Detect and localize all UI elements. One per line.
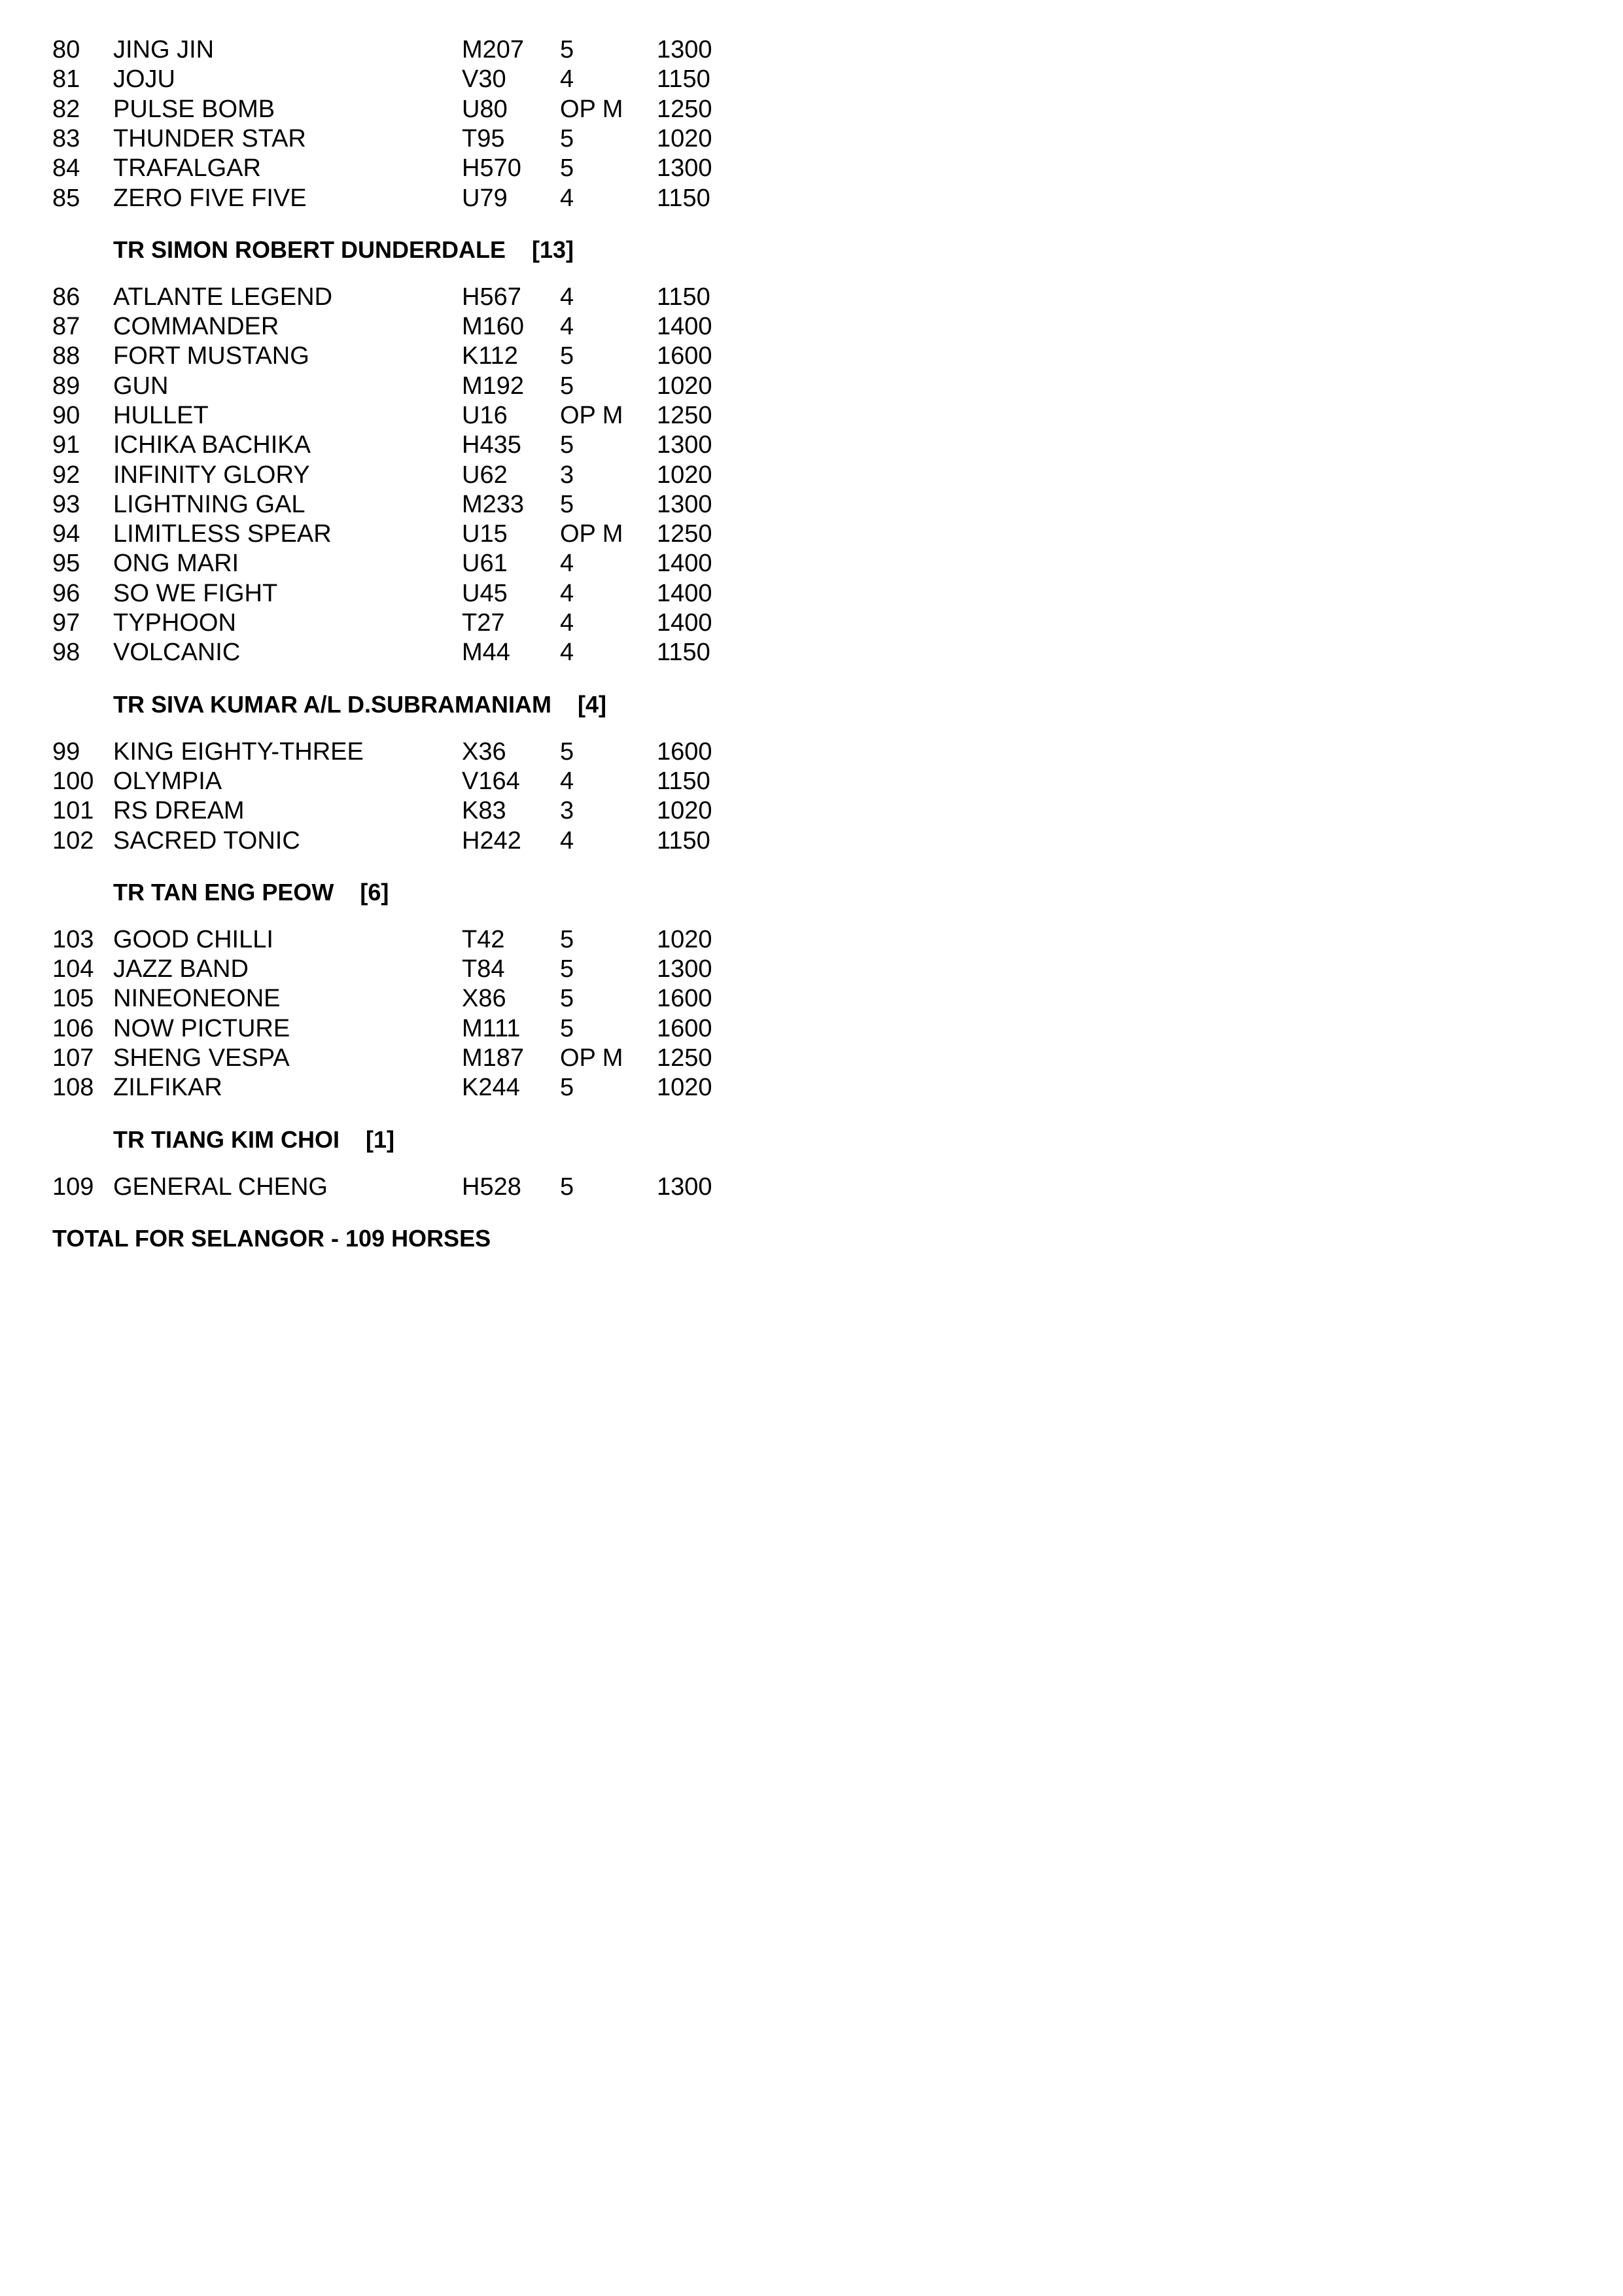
horse-number: 107: [52, 1044, 94, 1072]
horse-class: 5: [560, 491, 574, 518]
horse-row: [0, 489, 785, 520]
horse-row: [0, 1072, 785, 1103]
horse-rating: 1020: [657, 926, 712, 953]
horse-class: 5: [560, 154, 574, 182]
horse-row: [0, 608, 785, 638]
horse-class: 5: [560, 955, 574, 983]
horse-code: X36: [462, 738, 506, 766]
horse-code: K112: [462, 342, 518, 370]
horse-row: [0, 796, 785, 826]
horse-class: 4: [560, 313, 574, 340]
horse-code: V30: [462, 65, 506, 93]
horse-number: 106: [52, 1015, 94, 1042]
horse-name: ICHIKA BACHIKA: [113, 431, 311, 459]
horse-class: 4: [560, 550, 574, 577]
horse-row: [0, 737, 785, 767]
trainer-horse-count: [4]: [577, 690, 606, 718]
horse-row: [0, 430, 785, 460]
horse-rating: 1300: [657, 431, 712, 459]
horse-row: [0, 460, 785, 490]
trainer-horse-count: [1]: [365, 1125, 394, 1153]
horse-class: 4: [560, 827, 574, 855]
horse-class: OP M: [560, 1044, 623, 1072]
horse-row: [0, 766, 785, 796]
horse-number: 87: [52, 313, 80, 340]
horse-number: 84: [52, 154, 80, 182]
trainer-horse-count: [13]: [532, 236, 574, 263]
horse-code: U80: [462, 96, 508, 123]
horse-name: ZILFIKAR: [113, 1074, 222, 1101]
horse-number: 80: [52, 36, 80, 63]
horse-class: 4: [560, 768, 574, 795]
horse-number: 100: [52, 768, 94, 795]
horse-code: T84: [462, 955, 505, 983]
horse-row: [0, 183, 785, 213]
horse-class: OP M: [560, 96, 623, 123]
horse-code: H567: [462, 283, 521, 311]
horse-number: 104: [52, 955, 94, 983]
horse-rating: 1400: [657, 550, 712, 577]
horse-rating: 1020: [657, 372, 712, 400]
horse-name: OLYMPIA: [113, 768, 222, 795]
horse-number: 83: [52, 125, 80, 152]
trainer-name: TR TAN ENG PEOW: [113, 878, 334, 906]
horse-number: 86: [52, 283, 80, 311]
horse-class: 5: [560, 926, 574, 953]
horse-rating: 1150: [657, 283, 710, 311]
horse-class: 5: [560, 342, 574, 370]
horse-number: 98: [52, 639, 80, 666]
horse-number: 99: [52, 738, 80, 766]
horse-rating: 1150: [657, 639, 710, 666]
horse-row: [0, 637, 785, 667]
horse-code: T27: [462, 609, 505, 637]
horse-name: ZERO FIVE FIVE: [113, 185, 307, 212]
horse-rating: 1600: [657, 985, 712, 1012]
horse-class: 5: [560, 1015, 574, 1042]
horse-name: ATLANTE LEGEND: [113, 283, 333, 311]
trainer-heading: [113, 877, 389, 908]
horse-rating: 1150: [657, 827, 710, 855]
horse-code: V164: [462, 768, 520, 795]
horse-number: 85: [52, 185, 80, 212]
horse-number: 108: [52, 1074, 94, 1101]
horse-number: 90: [52, 402, 80, 429]
horse-class: 4: [560, 639, 574, 666]
horse-rating: 1300: [657, 955, 712, 983]
horse-code: U45: [462, 580, 508, 607]
horse-code: K244: [462, 1074, 520, 1101]
horse-rating: 1020: [657, 125, 712, 152]
horse-number: 103: [52, 926, 94, 953]
horse-name: VOLCANIC: [113, 639, 241, 666]
horse-rating: 1400: [657, 580, 712, 607]
horse-code: M207: [462, 36, 525, 63]
horse-number: 94: [52, 520, 80, 548]
total-line: TOTAL FOR SELANGOR - 109 HORSES: [52, 1225, 491, 1252]
trainer-heading: [113, 235, 574, 265]
horse-row: [0, 400, 785, 431]
horse-code: U79: [462, 185, 508, 212]
horse-rating: 1020: [657, 797, 712, 824]
horse-name: NOW PICTURE: [113, 1015, 290, 1042]
horse-class: OP M: [560, 520, 623, 548]
horse-code: U15: [462, 520, 508, 548]
horse-code: U61: [462, 550, 508, 577]
horse-rating: 1300: [657, 36, 712, 63]
horse-rating: 1020: [657, 1074, 712, 1101]
horse-code: M160: [462, 313, 525, 340]
horse-name: THUNDER STAR: [113, 125, 306, 152]
horse-row: [0, 578, 785, 609]
horse-rating: 1150: [657, 768, 710, 795]
horse-class: 4: [560, 609, 574, 637]
horse-code: U62: [462, 461, 508, 489]
horse-code: H528: [462, 1173, 521, 1201]
horse-name: RS DREAM: [113, 797, 245, 824]
trainer-name: TR SIMON ROBERT DUNDERDALE: [113, 236, 506, 263]
horse-name: SACRED TONIC: [113, 827, 300, 855]
horse-number: 88: [52, 342, 80, 370]
horse-class: 5: [560, 125, 574, 152]
horse-class: 3: [560, 461, 574, 489]
horse-class: OP M: [560, 402, 623, 429]
horse-class: 4: [560, 283, 574, 311]
horse-code: H242: [462, 827, 521, 855]
horse-rating: 1300: [657, 154, 712, 182]
horse-number: 97: [52, 609, 80, 637]
horse-row: [0, 983, 785, 1014]
horse-row: [0, 826, 785, 856]
horse-class: 5: [560, 36, 574, 63]
trainer-horse-count: [6]: [360, 878, 389, 906]
horse-code: H570: [462, 154, 521, 182]
horse-code: M233: [462, 491, 525, 518]
horse-code: U16: [462, 402, 508, 429]
horse-row: [0, 35, 785, 65]
horse-name: JAZZ BAND: [113, 955, 249, 983]
horse-code: H435: [462, 431, 521, 459]
horse-name: GENERAL CHENG: [113, 1173, 328, 1201]
horse-rating: 1150: [657, 185, 710, 212]
horse-row: [0, 341, 785, 371]
horse-name: PULSE BOMB: [113, 96, 275, 123]
horse-rating: 1600: [657, 738, 712, 766]
horse-rating: 1250: [657, 96, 712, 123]
horse-code: K83: [462, 797, 506, 824]
horse-name: GOOD CHILLI: [113, 926, 273, 953]
horse-code: M44: [462, 639, 510, 666]
trainer-name: TR SIVA KUMAR A/L D.SUBRAMANIAM: [113, 690, 551, 718]
horse-rating: 1300: [657, 1173, 712, 1201]
horse-row: [0, 153, 785, 183]
horse-name: LIGHTNING GAL: [113, 491, 305, 518]
horse-row: [0, 94, 785, 124]
horse-name: SO WE FIGHT: [113, 580, 278, 607]
horse-name: TRAFALGAR: [113, 154, 261, 182]
horse-number: 101: [52, 797, 94, 824]
horse-rating: 1400: [657, 609, 712, 637]
horse-row: [0, 1043, 785, 1073]
horse-class: 4: [560, 580, 574, 607]
horse-rating: 1250: [657, 402, 712, 429]
horse-name: KING EIGHTY-THREE: [113, 738, 364, 766]
horse-number: 105: [52, 985, 94, 1012]
horse-row: [0, 954, 785, 984]
horse-number: 91: [52, 431, 80, 459]
horse-name: INFINITY GLORY: [113, 461, 310, 489]
horse-class: 5: [560, 1074, 574, 1101]
horse-number: 96: [52, 580, 80, 607]
horse-rating: 1400: [657, 313, 712, 340]
horse-row: [0, 124, 785, 154]
horse-class: 5: [560, 738, 574, 766]
horse-name: GUN: [113, 372, 169, 400]
horse-class: 5: [560, 431, 574, 459]
horse-rating: 1300: [657, 491, 712, 518]
horse-name: SHENG VESPA: [113, 1044, 290, 1072]
horse-rating: 1250: [657, 1044, 712, 1072]
horse-row: [0, 1014, 785, 1044]
horse-number: 82: [52, 96, 80, 123]
horse-name: JING JIN: [113, 36, 215, 63]
horse-number: 95: [52, 550, 80, 577]
horse-rating: 1600: [657, 342, 712, 370]
horse-rating: 1020: [657, 461, 712, 489]
horse-row: [0, 548, 785, 578]
horse-class: 4: [560, 185, 574, 212]
horse-code: T42: [462, 926, 505, 953]
horse-name: ONG MARI: [113, 550, 239, 577]
horse-class: 5: [560, 1173, 574, 1201]
horse-class: 4: [560, 65, 574, 93]
horse-code: T95: [462, 125, 505, 152]
horse-number: 81: [52, 65, 80, 93]
horse-row: [0, 64, 785, 94]
horse-name: FORT MUSTANG: [113, 342, 309, 370]
horse-number: 109: [52, 1173, 94, 1201]
horse-row: [0, 1172, 785, 1202]
horse-name: LIMITLESS SPEAR: [113, 520, 332, 548]
horse-number: 92: [52, 461, 80, 489]
horse-name: HULLET: [113, 402, 209, 429]
trainer-name: TR TIANG KIM CHOI: [113, 1125, 340, 1153]
horse-class: 5: [560, 372, 574, 400]
horse-class: 5: [560, 985, 574, 1012]
horse-row: [0, 371, 785, 401]
horse-code: M192: [462, 372, 525, 400]
trainer-heading: [113, 1125, 394, 1155]
horse-code: M187: [462, 1044, 525, 1072]
horse-row: [0, 311, 785, 342]
horse-number: 89: [52, 372, 80, 400]
horse-rating: 1600: [657, 1015, 712, 1042]
horse-name: NINEONEONE: [113, 985, 281, 1012]
horse-class: 3: [560, 797, 574, 824]
horse-code: X86: [462, 985, 506, 1012]
horse-row: [0, 282, 785, 312]
horse-code: M111: [462, 1015, 521, 1042]
horse-name: JOJU: [113, 65, 175, 93]
horse-name: TYPHOON: [113, 609, 236, 637]
horse-row: [0, 925, 785, 955]
horse-number: 93: [52, 491, 80, 518]
horse-rating: 1150: [657, 65, 710, 93]
horse-row: [0, 519, 785, 549]
horse-rating: 1250: [657, 520, 712, 548]
trainer-heading: [113, 690, 606, 720]
horse-name: COMMANDER: [113, 313, 279, 340]
horse-number: 102: [52, 827, 94, 855]
